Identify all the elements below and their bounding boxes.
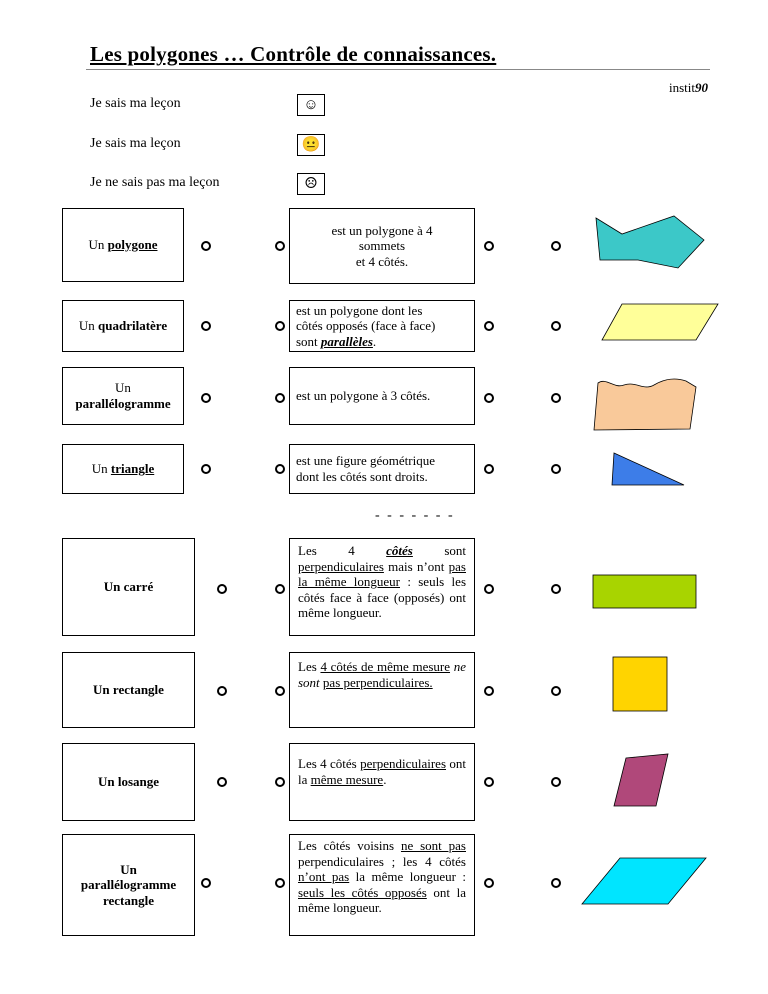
connector-dot[interactable] [484, 584, 494, 594]
definition-box-4: est une figure géométrique dont les côtés sont droits. [289, 444, 475, 494]
rectangle-shape [592, 574, 698, 610]
definition-box-2: est un polygone dont les côtés opposés (face à face) sont parallèles. [289, 300, 475, 352]
square-shape [612, 656, 670, 714]
assessment-label-2: Je sais ma leçon [90, 136, 181, 151]
term-box-carre: Un carré [62, 538, 195, 636]
author-label: instit90 [668, 80, 708, 95]
shape-fill-1 [596, 216, 704, 268]
polygon-shape [592, 212, 712, 272]
connector-dot[interactable] [275, 393, 285, 403]
definition-box-1: est un polygone à 4 sommets et 4 côtés. [289, 208, 475, 284]
sad-face-icon[interactable]: ☹ [297, 173, 325, 195]
connector-dot[interactable] [201, 321, 211, 331]
connector-dot[interactable] [551, 777, 561, 787]
connector-dot[interactable] [201, 464, 211, 474]
definition-box-3: est un polygone à 3 côtés. [289, 367, 475, 425]
connector-dot[interactable] [484, 241, 494, 251]
triangle-shape [610, 451, 690, 489]
irregular-shape [592, 375, 702, 433]
shape-fill-4 [612, 453, 684, 485]
connector-dot[interactable] [551, 393, 561, 403]
parallelogram-rectangle-shape [580, 856, 710, 908]
shape-fill-6 [613, 657, 667, 711]
connector-dot[interactable] [275, 777, 285, 787]
shape-fill-2 [602, 304, 718, 340]
connector-dot[interactable] [275, 241, 285, 251]
connector-dot[interactable] [551, 878, 561, 888]
term-box-losange: Un losange [62, 743, 195, 821]
title-rule [86, 69, 710, 70]
definition-box-7: Les 4 côtés perpendiculaires ont la même mesure. [289, 743, 475, 821]
page-title: Les polygones … Contrôle de connaissances. [90, 42, 497, 66]
connector-dot[interactable] [275, 321, 285, 331]
connector-dot[interactable] [201, 878, 211, 888]
connector-dot[interactable] [201, 241, 211, 251]
parallelogram-shape [600, 302, 722, 344]
connector-dot[interactable] [551, 464, 561, 474]
connector-dot[interactable] [551, 241, 561, 251]
definition-box-6: Les 4 côtés de même mesure ne sont pas perpendiculaires. [289, 652, 475, 728]
connector-dot[interactable] [551, 686, 561, 696]
term-box-parallelogramme-rectangle: Un parallélogramme rectangle [62, 834, 195, 936]
term-box-triangle: Un triangle [62, 444, 184, 494]
shape-fill-7 [614, 754, 668, 806]
section-separator: - - - - - - - [375, 508, 455, 523]
definition-box-8: Les côtés voisins ne sont pas perpendiculaires ; les 4 côtés n’ont pas la même longueur : seuls les côtés opposés ont la même longueur. [289, 834, 475, 936]
connector-dot[interactable] [217, 584, 227, 594]
shape-fill-3 [594, 379, 696, 430]
neutral-face-icon[interactable]: 😐 [297, 134, 325, 156]
smiling-face-icon[interactable]: ☺ [297, 94, 325, 116]
connector-dot[interactable] [551, 321, 561, 331]
connector-dot[interactable] [484, 393, 494, 403]
assessment-label-3: Je ne sais pas ma leçon [90, 175, 220, 190]
term-box-polygone: Un polygone [62, 208, 184, 282]
term-box-parallelogramme: Un parallélogramme [62, 367, 184, 425]
connector-dot[interactable] [217, 686, 227, 696]
connector-dot[interactable] [201, 393, 211, 403]
connector-dot[interactable] [275, 464, 285, 474]
assessment-label-1: Je sais ma leçon [90, 96, 181, 111]
rhombus-shape [612, 752, 672, 810]
connector-dot[interactable] [275, 686, 285, 696]
connector-dot[interactable] [484, 686, 494, 696]
connector-dot[interactable] [551, 584, 561, 594]
shape-fill-8 [582, 858, 706, 904]
connector-dot[interactable] [275, 584, 285, 594]
connector-dot[interactable] [484, 321, 494, 331]
connector-dot[interactable] [484, 777, 494, 787]
connector-dot[interactable] [484, 464, 494, 474]
connector-dot[interactable] [275, 878, 285, 888]
term-box-quadrilatere: Un quadrilatère [62, 300, 184, 352]
connector-dot[interactable] [484, 878, 494, 888]
term-box-rectangle: Un rectangle [62, 652, 195, 728]
shape-fill-5 [593, 575, 696, 608]
definition-box-5: Les 4 côtés sont perpendiculaires mais n’ont pas la même longueur : seuls les côtés face à face (opposés) ont même longueur. [289, 538, 475, 636]
connector-dot[interactable] [217, 777, 227, 787]
